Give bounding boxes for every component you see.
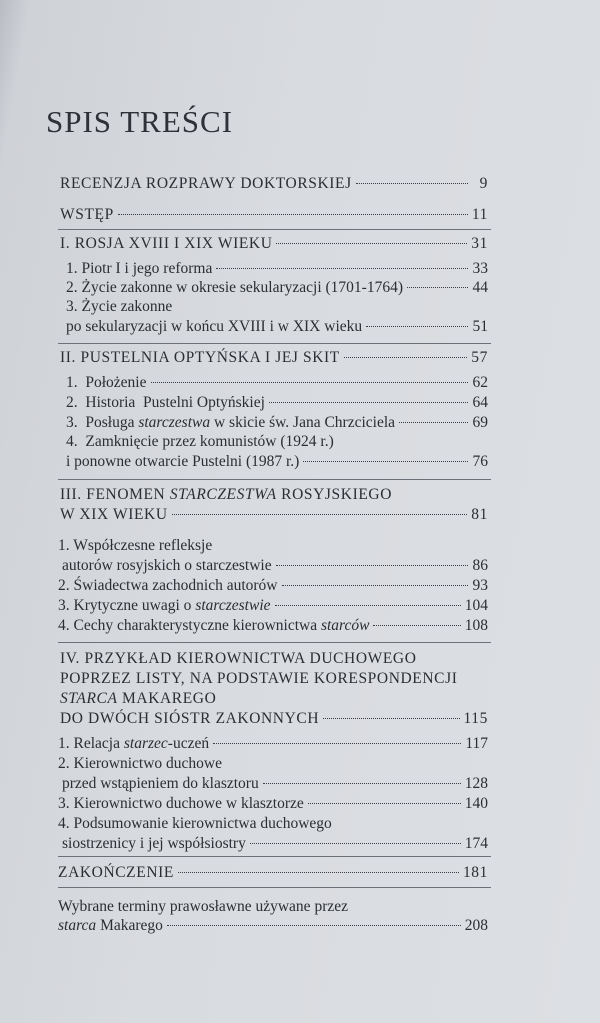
- toc-entry-recenzja: [60, 175, 488, 193]
- toc-entry-label: autorów rosyjskich o starczestwie: [62, 557, 272, 574]
- section-divider: [58, 479, 491, 480]
- toc-page-number: 62: [472, 374, 488, 391]
- leader-dots: [282, 585, 468, 586]
- leader-dots: [118, 214, 468, 215]
- toc-entry-label: i ponowne otwarcie Pustelni (1987 r.): [66, 453, 300, 470]
- leader-dots: [263, 783, 461, 784]
- toc-entry-2-4-line1: 4. Zamknięcie przez komunistów (1924 r.): [66, 433, 334, 450]
- toc-entry-label: W XIX WIEKU: [60, 506, 168, 523]
- leader-dots: [269, 402, 468, 403]
- toc-entry-4-1: [58, 735, 488, 753]
- toc-entry-label: 2. Historia Pustelni Optyńskiej: [66, 394, 265, 411]
- toc-entry-4-3: [58, 795, 488, 813]
- toc-entry-label: II. PUSTELNIA OPTYŃSKA I JEJ SKIT: [60, 349, 340, 366]
- toc-chapter-1: [60, 235, 488, 253]
- toc-entry-1-1: [66, 260, 488, 278]
- toc-page-number: 93: [472, 577, 488, 594]
- toc-page-number: 69: [472, 414, 488, 431]
- toc-page-number: 33: [472, 260, 488, 277]
- toc-entry-label: siostrzenicy i jej współsiostry: [62, 835, 246, 852]
- toc-entry-2-3: [66, 414, 488, 432]
- leader-dots: [178, 872, 459, 873]
- leader-dots: [172, 514, 468, 515]
- leader-dots: [276, 565, 468, 566]
- toc-page-number: 64: [472, 394, 488, 411]
- toc-entry-label: DO DWÓCH SIÓSTR ZAKONNYCH: [60, 710, 320, 727]
- toc-chapter-3-line1: III. FENOMEN STARCZESTWA ROSYJSKIEGO: [60, 486, 392, 503]
- toc-chapter-3: [60, 506, 488, 524]
- toc-page-number: 31: [471, 235, 488, 252]
- toc-entry-label: 3. Krytyczne uwagi o starczestwie: [58, 597, 271, 614]
- toc-page-number: 140: [464, 795, 488, 812]
- toc-entry-label: 1. Relacja starzec-uczeń: [58, 735, 210, 752]
- toc-page-number: 57: [471, 349, 488, 366]
- toc-entry-4-2: [62, 775, 488, 793]
- toc-entry-3-1: [62, 557, 488, 575]
- toc-entry-1-2: [66, 279, 488, 297]
- toc-entry-label: RECENZJA ROZPRAWY DOKTORSKIEJ: [60, 175, 352, 192]
- toc-chapter-4: [60, 710, 488, 728]
- toc-page-number: 174: [464, 835, 488, 852]
- toc-entry-label: ZAKOŃCZENIE: [58, 864, 174, 881]
- toc-entry-label: 2. Świadectwa zachodnich autorów: [58, 577, 278, 594]
- page-title: SPIS TREŚCI: [46, 104, 234, 139]
- toc-chapter-2: [60, 349, 488, 367]
- toc-page-number: 128: [464, 775, 488, 792]
- toc-entry-label: 2. Życie zakonne w okresie sekularyzacji (1701-1764): [66, 279, 403, 296]
- leader-dots: [407, 287, 468, 288]
- leader-dots: [366, 326, 468, 327]
- toc-entry-label: przed wstąpieniem do klasztoru: [62, 775, 259, 792]
- leader-dots: [213, 743, 461, 744]
- toc-entry-3-2: [58, 577, 488, 595]
- toc-chapter-4-line1: IV. PRZYKŁAD KIEROWNICTWA DUCHOWEGO: [60, 650, 417, 667]
- leader-dots: [276, 243, 467, 244]
- toc-entry-label: starca Makarego: [58, 917, 163, 934]
- toc-page-number: 117: [465, 735, 488, 752]
- leader-dots: [344, 357, 467, 358]
- leader-dots: [303, 461, 468, 462]
- toc-entry-4-4: [62, 835, 488, 853]
- toc-entry-3-3: [58, 597, 488, 615]
- leader-dots: [167, 925, 461, 926]
- toc-page-number: 9: [479, 175, 488, 192]
- leader-dots: [356, 183, 468, 184]
- leader-dots: [151, 382, 469, 383]
- toc-page-number: 11: [471, 206, 488, 223]
- toc-entry-label: 1. Piotr I i jego reforma: [66, 260, 213, 277]
- toc-page-number: 44: [472, 279, 488, 296]
- toc-entry-terminy-line1: Wybrane terminy prawosławne używane przez: [58, 898, 348, 915]
- toc-entry-label: po sekularyzacji w końcu XVIII i w XIX wieku: [66, 318, 363, 335]
- toc-page-number: 81: [471, 506, 488, 523]
- toc-entry-wstep: [60, 206, 488, 224]
- toc-entry-terminy: [58, 917, 488, 935]
- toc-page-number: 104: [464, 597, 488, 614]
- section-divider: [58, 343, 491, 344]
- leader-dots: [399, 422, 468, 423]
- section-divider: [58, 642, 491, 643]
- toc-page-number: 181: [462, 864, 488, 881]
- toc-entry-label: I. ROSJA XVIII I XIX WIEKU: [60, 235, 273, 252]
- toc-entry-4-2-line1: 2. Kierownictwo duchowe: [58, 755, 222, 772]
- toc-entry-3-4: [58, 617, 488, 635]
- toc-entry-1-3: [66, 318, 488, 336]
- toc-chapter-4-line3: STARCA MAKAREGO: [60, 690, 217, 707]
- toc-page-number: 108: [464, 617, 488, 634]
- toc-entry-4-4-line1: 4. Podsumowanie kierownictwa duchowego: [58, 815, 332, 832]
- toc-entry-1-3-line1: 3. Życie zakonne: [66, 298, 173, 315]
- leader-dots: [216, 268, 468, 269]
- toc-page-number: 51: [472, 318, 488, 335]
- toc-entry-label: 4. Cechy charakterystyczne kierownictwa starców: [58, 617, 370, 634]
- section-divider: [58, 856, 491, 857]
- toc-entry-label: 1. Położenie: [66, 374, 147, 391]
- toc-chapter-4-line2: POPRZEZ LISTY, NA PODSTAWIE KORESPONDENCJI: [60, 670, 458, 687]
- leader-dots: [323, 718, 459, 719]
- toc-entry-zakonczenie: [58, 864, 488, 882]
- leader-dots: [250, 843, 461, 844]
- section-divider: [58, 887, 491, 888]
- toc-entry-2-4: [66, 453, 488, 471]
- toc-entry-label: 3. Posługa starczestwa w skicie św. Jana Chrzciciela: [66, 414, 396, 431]
- toc-entry-2-2: [66, 394, 488, 412]
- toc-entry-2-1: [66, 374, 488, 392]
- toc-page-number: 76: [472, 453, 488, 470]
- toc-page-number: 115: [463, 710, 488, 727]
- toc-entry-3-1-line1: 1. Współczesne refleksje: [58, 537, 213, 554]
- toc-page-number: 86: [472, 557, 488, 574]
- leader-dots: [308, 803, 461, 804]
- toc-entry-label: 3. Kierownictwo duchowe w klasztorze: [58, 795, 304, 812]
- leader-dots: [373, 625, 460, 626]
- section-divider: [58, 229, 491, 230]
- toc-page-number: 208: [464, 917, 488, 934]
- leader-dots: [275, 605, 461, 606]
- toc-entry-label: WSTĘP: [60, 206, 114, 223]
